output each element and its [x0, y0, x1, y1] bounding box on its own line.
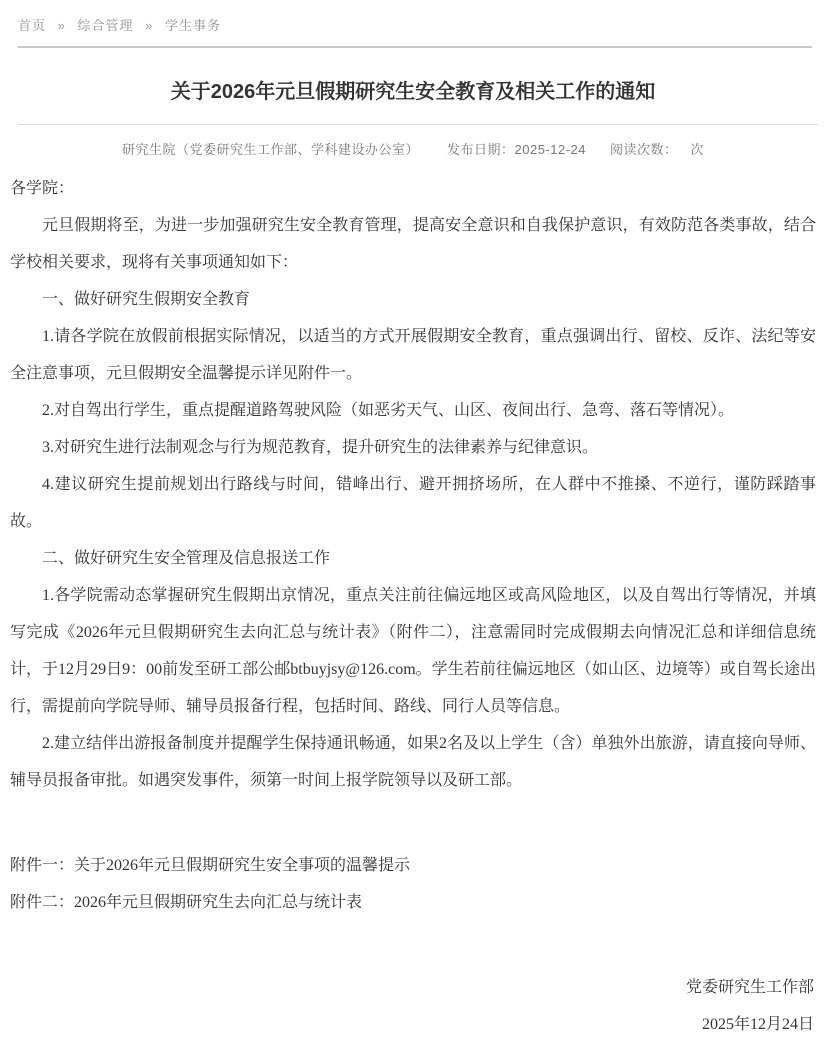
breadcrumb-separator-icon: »	[57, 18, 66, 33]
paragraph: 4.建议研究生提前规划出行路线与时间，错峰出行、避开拥挤场所，在人群中不推搡、不逆行，谨防踩踏事故。	[10, 476, 816, 530]
publish-date-value: 2025-12-24	[514, 142, 586, 157]
views-label: 阅读次数：	[610, 142, 678, 157]
paragraph: 元旦假期将至，为进一步加强研究生安全教育管理，提高安全意识和自我保护意识，有效防范各类事故，结合学校相关要求，现将有关事项通知如下：	[10, 217, 816, 271]
breadcrumb-separator-icon: »	[145, 18, 154, 33]
publish-date-label: 发布日期：	[446, 142, 515, 157]
blank-line	[10, 799, 816, 847]
blank-line	[10, 921, 816, 969]
breadcrumb-item-home[interactable]: 首页	[18, 18, 47, 33]
breadcrumb	[0, 0, 826, 46]
paragraph: 1.各学院需动态掌握研究生假期出京情况，重点关注前往偏远地区或高风险地区，以及自驾出行等情况，并填写完成《2026年元旦假期研究生去向汇总与统计表》（附件二），注意需同时完成假期去向情况汇总和详细信息统计，于12月29日9：00前发至研工部公邮btbuyjsy@126.com。学生若前往偏远地区（如山区、边境等）或自驾长途出行，需提前向学院导师、辅导员报备行程，包括时间、路线、同行人员等信息。	[10, 587, 816, 715]
signature-date: 2025年12月24日	[701, 1016, 814, 1033]
paragraph: 2.建立结伴出游报备制度并提醒学生保持通讯畅通，如果2名及以上学生（含）单独外出旅游，请直接向导师、辅导员报备审批。如遇突发事件，须第一时间上报学院领导以及研工部。	[10, 735, 816, 789]
attachment-1: 附件一：关于2026年元旦假期研究生安全事项的温馨提示	[10, 857, 411, 874]
paragraph: 1.请各学院在放假前根据实际情况，以适当的方式开展假期安全教育，重点强调出行、留校、反诈、法纪等安全注意事项，元旦假期安全温馨提示详见附件一。	[10, 328, 816, 382]
title-divider	[18, 124, 818, 125]
publisher-department: 研究生院（党委研究生工作部、学科建设办公室）	[121, 142, 419, 157]
section-heading-1: 一、做好研究生假期安全教育	[42, 291, 251, 308]
page-title: 关于2026年元旦假期研究生安全教育及相关工作的通知	[170, 81, 656, 103]
paragraph: 2.对自驾出行学生，重点提醒道路驾驶风险（如恶劣天气、山区、夜间出行、急弯、落石等情况）。	[42, 402, 735, 419]
section-heading-2: 二、做好研究生安全管理及信息报送工作	[42, 550, 331, 567]
breadcrumb-item-general-management[interactable]: 综合管理	[77, 18, 134, 33]
paragraph: 3.对研究生进行法制观念与行为规范教育，提升研究生的法律素养与纪律意识。	[42, 439, 599, 456]
breadcrumb-item-student-affairs[interactable]: 学生事务	[165, 18, 222, 33]
article-body	[0, 158, 826, 1043]
breadcrumb-divider	[18, 46, 812, 48]
publish-date-group	[447, 142, 586, 157]
views-unit: 次	[690, 142, 705, 157]
article-meta	[0, 139, 826, 158]
attachment-2: 附件二：2026年元旦假期研究生去向汇总与统计表	[10, 894, 363, 911]
views-group	[610, 142, 704, 157]
salutation: 各学院：	[10, 180, 75, 197]
signature-author: 党委研究生工作部	[685, 979, 814, 996]
